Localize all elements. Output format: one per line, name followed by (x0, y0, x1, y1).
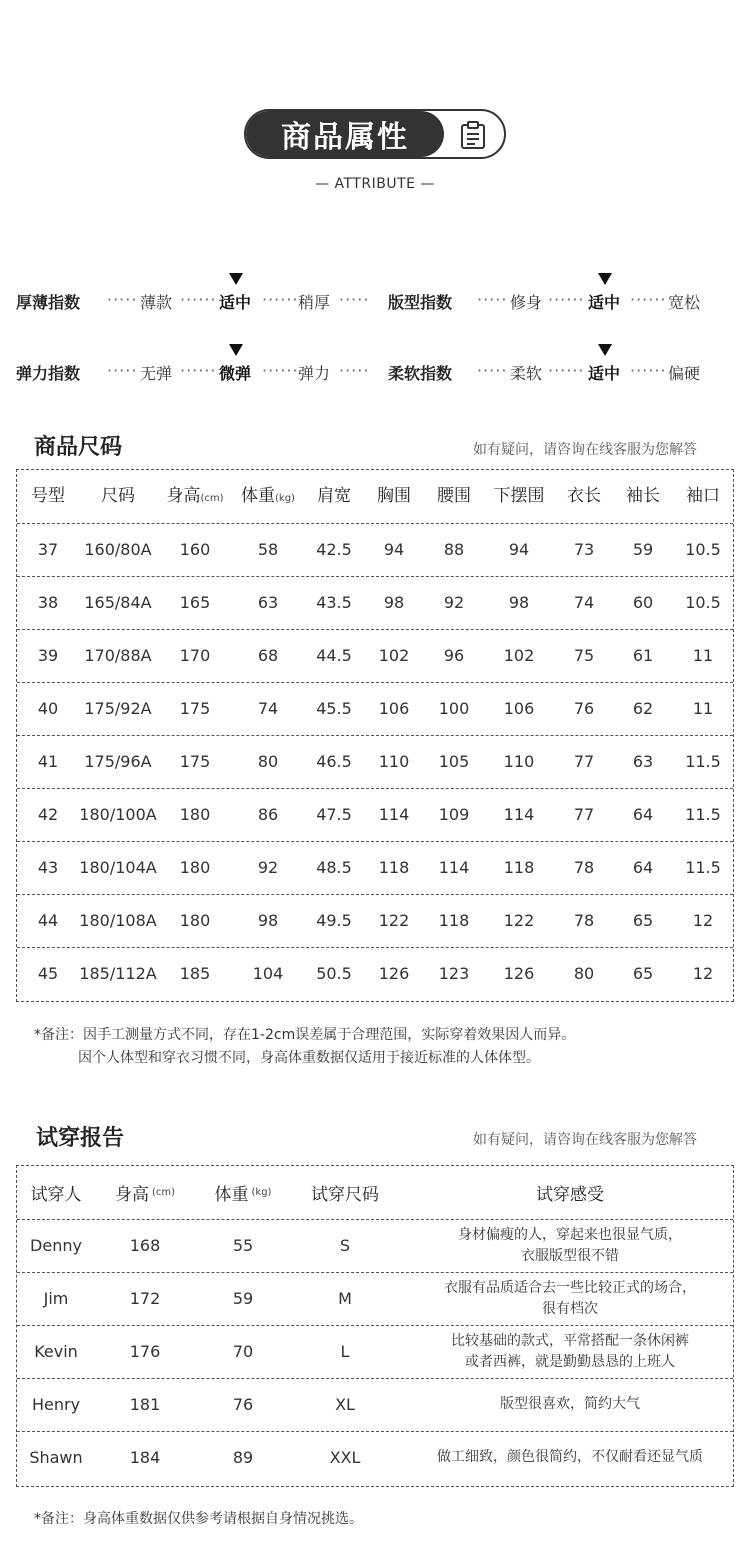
trial-feel (407, 1272, 733, 1325)
table-cell: 92 (257, 858, 279, 877)
trial-column-header (407, 1166, 733, 1219)
trial-feel-line: 很有档次 (542, 1300, 598, 1317)
table-cell: 46.5 (316, 752, 352, 771)
size-column-header (484, 470, 554, 523)
size-column-header (73, 470, 163, 523)
size-section-title: 商品尺码 (34, 435, 123, 460)
index-row-4 (0, 361, 750, 391)
size-footnote-line-2: 因个人体型和穿衣习惯不同，身高体重数据仅适用于接近标准的人体体型。 (78, 1050, 540, 1066)
trial-feel (407, 1219, 733, 1272)
trial-weight: 70 (232, 1342, 254, 1361)
table-cell: 160/80A (84, 540, 152, 559)
table-cell: 122 (503, 911, 535, 930)
trial-feel-line: 或者西裤，就是勤勤恳恳的上班人 (465, 1353, 675, 1370)
trial-column-header (17, 1166, 95, 1219)
index-option: 柔软 (510, 364, 543, 383)
trial-height: 184 (129, 1448, 161, 1467)
table-cell: 11.5 (685, 752, 721, 771)
trial-size: XXL (329, 1448, 361, 1467)
table-cell: 64 (632, 858, 654, 877)
selected-marker-icon (229, 273, 243, 285)
trial-column-title: 试穿尺码 (311, 1185, 379, 1205)
size-footnote (34, 1024, 575, 1070)
table-row (17, 629, 733, 682)
index-dots: ····· (107, 361, 138, 380)
table-row (17, 1431, 733, 1484)
table-cell: 49.5 (316, 911, 352, 930)
table-cell: 63 (632, 752, 654, 771)
table-cell: 175/92A (84, 699, 152, 718)
trial-table-header (17, 1166, 733, 1219)
table-cell: 59 (632, 540, 654, 559)
trial-weight: 89 (232, 1448, 254, 1467)
trial-column-title: 体重 (214, 1185, 249, 1205)
trial-column-unit: (cm) (151, 1187, 176, 1198)
table-row (17, 947, 733, 1000)
table-cell: 80 (573, 964, 595, 983)
index-dots: ······ (548, 290, 585, 309)
table-cell: 12 (692, 911, 714, 930)
size-column-header (304, 470, 364, 523)
size-column-title: 下摆围 (493, 486, 545, 506)
table-cell: 78 (573, 858, 595, 877)
index-dots: ······ (262, 290, 299, 309)
trial-height: 181 (129, 1395, 161, 1414)
index-row-2 (0, 290, 750, 320)
index-option: 微弹 (219, 364, 252, 383)
table-row (17, 523, 733, 576)
index-dots: ······ (630, 290, 667, 309)
table-cell: 58 (257, 540, 279, 559)
table-cell: 92 (443, 593, 465, 612)
table-cell: 98 (257, 911, 279, 930)
index-dots: ······ (180, 361, 217, 380)
table-cell: 73 (573, 540, 595, 559)
table-cell: 94 (508, 540, 530, 559)
trial-name: Kevin (34, 1342, 78, 1361)
trial-section-title: 试穿报告 (36, 1126, 125, 1151)
table-cell: 60 (632, 593, 654, 612)
table-cell: 65 (632, 964, 654, 983)
table-cell: 62 (632, 699, 654, 718)
index-label: 弹力指数 (16, 364, 81, 383)
size-column-header (554, 470, 614, 523)
table-cell: 80 (257, 752, 279, 771)
table-cell: 88 (443, 540, 465, 559)
index-dots: ····· (477, 290, 508, 309)
table-cell: 10.5 (685, 540, 721, 559)
trial-section-note: 如有疑问，请咨询在线客服为您解答 (473, 1132, 697, 1148)
table-row (17, 1378, 733, 1431)
size-column-unit: (cm) (200, 493, 224, 504)
trial-feel (407, 1378, 733, 1431)
size-column-header (233, 470, 303, 523)
table-cell: 180/104A (79, 858, 157, 877)
index-option: 无弹 (140, 364, 173, 383)
table-cell: 122 (378, 911, 410, 930)
table-row (17, 1325, 733, 1378)
size-column-title: 肩宽 (317, 486, 351, 506)
table-cell: 102 (503, 646, 535, 665)
trial-name: Henry (31, 1395, 81, 1414)
index-option: 适中 (219, 293, 252, 312)
size-column-header (424, 470, 484, 523)
table-row (17, 576, 733, 629)
trial-feel-line: 比较基础的款式，平常搭配一条休闲裤 (451, 1332, 689, 1349)
table-cell: 11.5 (685, 858, 721, 877)
table-row (17, 735, 733, 788)
index-option: 稍厚 (298, 293, 331, 312)
size-column-header (613, 470, 673, 523)
table-cell: 96 (443, 646, 465, 665)
index-dots: ······ (262, 361, 299, 380)
table-cell: 185/112A (79, 964, 157, 983)
table-cell: 110 (378, 752, 410, 771)
table-cell: 78 (573, 911, 595, 930)
table-cell: 98 (383, 593, 405, 612)
table-cell: 76 (573, 699, 595, 718)
table-cell: 38 (37, 593, 59, 612)
table-cell: 43.5 (316, 593, 352, 612)
index-option: 偏硬 (668, 364, 701, 383)
table-cell: 175/96A (84, 752, 152, 771)
index-dots: ····· (339, 290, 370, 309)
table-cell: 104 (252, 964, 284, 983)
table-cell: 106 (378, 699, 410, 718)
table-cell: 74 (257, 699, 279, 718)
size-column-title: 身高 (166, 486, 201, 506)
table-row (17, 1219, 733, 1272)
trial-name: Denny (30, 1236, 82, 1255)
table-row (17, 841, 733, 894)
table-cell: 44.5 (316, 646, 352, 665)
table-cell: 65 (632, 911, 654, 930)
table-cell: 118 (378, 858, 410, 877)
table-cell: 185 (179, 964, 211, 983)
trial-weight: 55 (232, 1236, 254, 1255)
trial-feel (407, 1325, 733, 1378)
size-column-title: 衣长 (567, 486, 601, 506)
table-cell: 170/88A (84, 646, 152, 665)
index-option: 宽松 (668, 293, 701, 312)
trial-weight: 76 (232, 1395, 254, 1414)
selected-marker-icon (598, 273, 612, 285)
index-option: 修身 (510, 293, 543, 312)
table-cell: 114 (378, 805, 410, 824)
table-cell: 118 (503, 858, 535, 877)
table-cell: 11.5 (685, 805, 721, 824)
table-cell: 102 (378, 646, 410, 665)
size-column-title: 腰围 (437, 486, 471, 506)
table-cell: 94 (383, 540, 405, 559)
table-cell: 114 (438, 858, 470, 877)
table-cell: 114 (503, 805, 535, 824)
table-cell: 11 (692, 699, 714, 718)
table-cell: 45.5 (316, 699, 352, 718)
table-cell: 44 (37, 911, 59, 930)
attribute-subtitle: — ATTRIBUTE — (315, 176, 435, 192)
table-cell: 45 (37, 964, 59, 983)
trial-column-title: 身高 (114, 1185, 149, 1205)
table-cell: 75 (573, 646, 595, 665)
index-option: 适中 (588, 364, 621, 383)
table-cell: 11 (692, 646, 714, 665)
table-cell: 41 (37, 752, 59, 771)
trial-size: XL (335, 1395, 355, 1414)
trial-size: S (339, 1236, 351, 1255)
index-label: 版型指数 (388, 293, 453, 312)
table-cell: 123 (438, 964, 470, 983)
table-row (17, 682, 733, 735)
size-footnote-line-1: *备注：因手工测量方式不同，存在1-2cm误差属于合理范围，实际穿着效果因人而异。 (34, 1027, 576, 1043)
trial-feel-line: 版型很喜欢，简约大气 (500, 1396, 640, 1412)
attribute-header-pill (244, 109, 506, 159)
trial-column-header (105, 1166, 185, 1219)
table-cell: 175 (179, 699, 211, 718)
index-dots: ····· (477, 361, 508, 380)
table-cell: 77 (573, 805, 595, 824)
table-cell: 109 (438, 805, 470, 824)
size-column-unit: (kg) (275, 493, 295, 504)
table-cell: 180 (179, 911, 211, 930)
trial-column-header (297, 1166, 393, 1219)
table-cell: 100 (438, 699, 470, 718)
size-column-header (364, 470, 424, 523)
index-dots: ······ (630, 361, 667, 380)
trial-feel (407, 1431, 733, 1484)
index-dots: ······ (548, 361, 585, 380)
table-cell: 12 (692, 964, 714, 983)
table-row (17, 894, 733, 947)
table-cell: 43 (37, 858, 59, 877)
table-cell: 180 (179, 805, 211, 824)
trial-size: M (338, 1289, 352, 1308)
trial-feel-line: 做工细致，颜色很简约，不仅耐看还显气质 (437, 1449, 703, 1465)
selected-marker-icon (229, 344, 243, 356)
table-cell: 77 (573, 752, 595, 771)
size-column-header (160, 470, 230, 523)
table-cell: 110 (503, 752, 535, 771)
trial-column-title: 试穿感受 (536, 1185, 604, 1205)
trial-height: 176 (129, 1342, 161, 1361)
table-cell: 47.5 (316, 805, 352, 824)
table-cell: 165/84A (84, 593, 152, 612)
table-cell: 40 (37, 699, 59, 718)
trial-size: L (340, 1342, 350, 1361)
table-cell: 98 (508, 593, 530, 612)
size-column-title: 尺码 (101, 486, 135, 506)
trial-name: Shawn (29, 1448, 83, 1467)
size-table (16, 469, 734, 1002)
table-row (17, 1272, 733, 1325)
index-option: 薄款 (140, 293, 173, 312)
table-cell: 61 (632, 646, 654, 665)
size-table-header (17, 470, 733, 523)
trial-column-unit: (kg) (251, 1187, 272, 1198)
table-cell: 105 (438, 752, 470, 771)
index-option: 弹力 (298, 364, 331, 383)
trial-column-header (197, 1166, 289, 1219)
table-cell: 126 (503, 964, 535, 983)
index-dots: ····· (107, 290, 138, 309)
trial-name: Jim (43, 1289, 69, 1308)
trial-height: 172 (129, 1289, 161, 1308)
size-section-note: 如有疑问，请咨询在线客服为您解答 (473, 442, 697, 458)
table-cell: 48.5 (316, 858, 352, 877)
index-dots: ····· (339, 361, 370, 380)
table-cell: 10.5 (685, 593, 721, 612)
trial-footnote: *备注：身高体重数据仅供参考请根据自身情况挑选。 (34, 1511, 363, 1527)
table-cell: 175 (179, 752, 211, 771)
attribute-title: 商品属性 (246, 111, 444, 157)
size-column-title: 胸围 (377, 486, 411, 506)
table-cell: 118 (438, 911, 470, 930)
clipboard-icon (460, 121, 486, 149)
table-cell: 180 (179, 858, 211, 877)
table-cell: 68 (257, 646, 279, 665)
table-cell: 170 (179, 646, 211, 665)
index-option: 适中 (588, 293, 621, 312)
trial-table (16, 1165, 734, 1487)
table-cell: 37 (37, 540, 59, 559)
size-column-title: 体重 (241, 486, 276, 506)
index-label: 柔软指数 (388, 364, 453, 383)
size-column-title: 号型 (31, 486, 65, 506)
size-column-header (673, 470, 733, 523)
table-cell: 42.5 (316, 540, 352, 559)
table-cell: 86 (257, 805, 279, 824)
trial-feel-line: 衣服有品质适合去一些比较正式的场合， (444, 1279, 696, 1296)
table-cell: 126 (378, 964, 410, 983)
table-cell: 50.5 (316, 964, 352, 983)
trial-weight: 59 (232, 1289, 254, 1308)
table-cell: 64 (632, 805, 654, 824)
selected-marker-icon (598, 344, 612, 356)
table-cell: 63 (257, 593, 279, 612)
trial-column-title: 试穿人 (30, 1185, 82, 1205)
size-column-title: 袖口 (686, 486, 720, 506)
index-dots: ······ (180, 290, 217, 309)
size-column-header (23, 470, 73, 523)
table-cell: 39 (37, 646, 59, 665)
table-cell: 160 (179, 540, 211, 559)
table-row (17, 788, 733, 841)
table-cell: 106 (503, 699, 535, 718)
table-cell: 165 (179, 593, 211, 612)
trial-feel-line: 身材偏瘦的人，穿起来也很显气质， (458, 1226, 682, 1243)
table-cell: 74 (573, 593, 595, 612)
size-column-title: 袖长 (626, 486, 660, 506)
trial-height: 168 (129, 1236, 161, 1255)
index-label: 厚薄指数 (16, 293, 81, 312)
table-cell: 180/108A (79, 911, 157, 930)
table-cell: 180/100A (79, 805, 157, 824)
table-cell: 42 (37, 805, 59, 824)
trial-feel-line: 衣服版型很不错 (521, 1247, 619, 1264)
